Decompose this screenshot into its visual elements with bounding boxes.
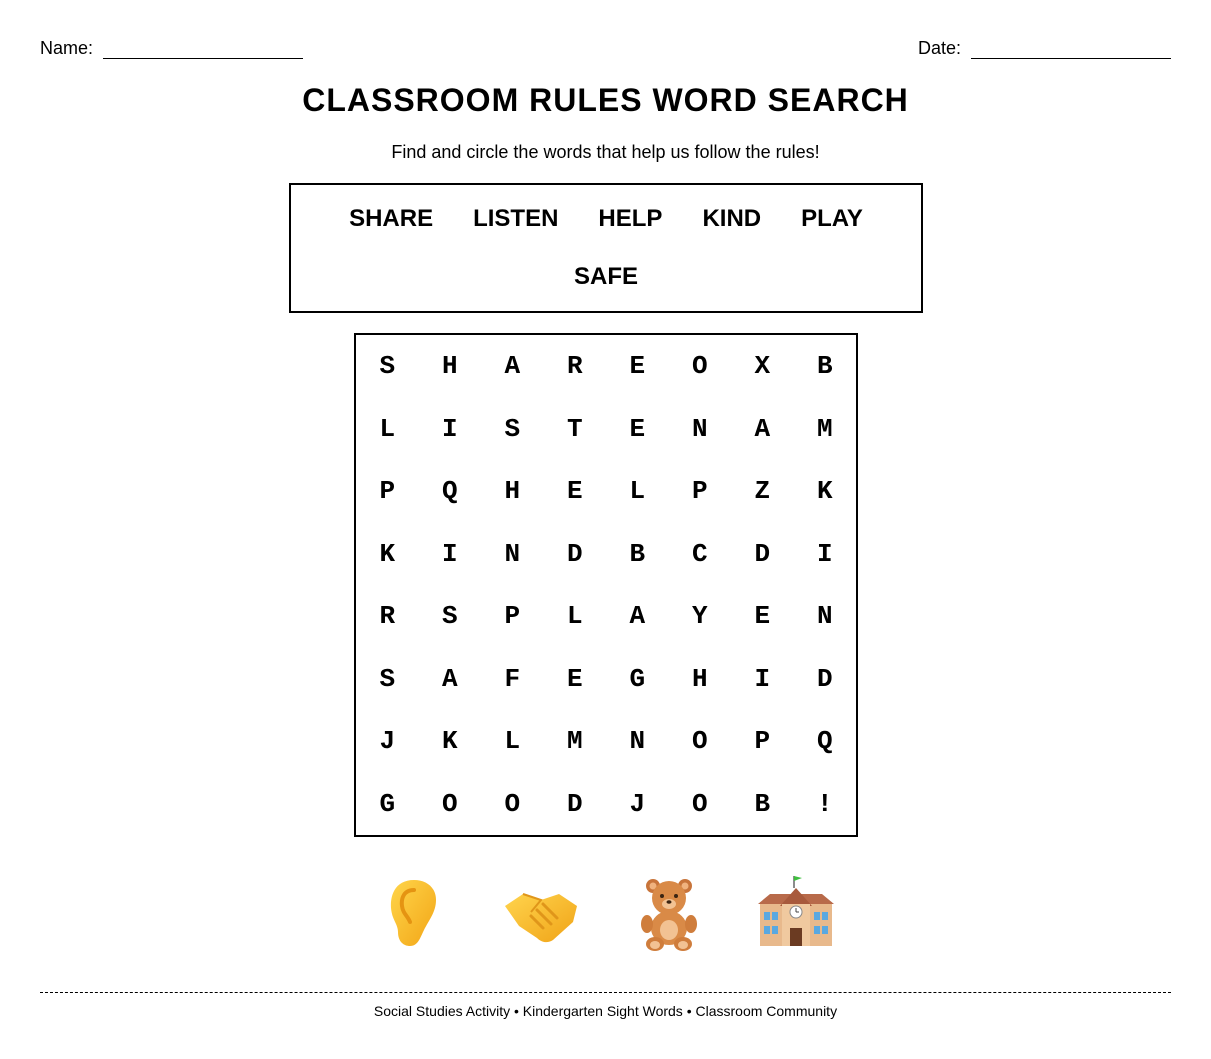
grid-cell[interactable]: E [629,413,646,444]
teddy-bear-icon [629,872,709,952]
grid-cell[interactable]: G [379,788,396,819]
grid-cell[interactable]: B [816,351,833,382]
grid-cell[interactable]: L [629,476,646,507]
date-line[interactable] [971,40,1171,59]
grid-cell[interactable]: R [379,601,396,632]
grid-cell[interactable]: S [379,351,396,382]
grid-cell[interactable]: Q [816,726,833,757]
handshake-icon [501,872,581,952]
grid-cell[interactable]: O [691,351,708,382]
grid-cell[interactable]: J [379,726,396,757]
name-field [40,38,303,59]
grid-cell[interactable]: N [504,538,521,569]
grid-cell[interactable]: L [379,413,396,444]
grid-cell[interactable]: D [566,538,583,569]
grid-cell[interactable]: B [754,788,771,819]
grid-cell[interactable]: J [629,788,646,819]
grid-cell[interactable]: P [691,476,708,507]
grid-cell[interactable]: K [379,538,396,569]
instructions: Find and circle the words that help us follow the rules! [391,142,820,162]
name-label: Name: [40,38,94,58]
date-label: Date: [917,38,961,58]
grid-cell[interactable]: N [816,601,833,632]
grid-cell[interactable]: P [379,476,396,507]
grid-cell[interactable]: P [504,601,521,632]
grid-cell[interactable]: O [691,726,708,757]
grid-cell[interactable]: Y [691,601,708,632]
word-bank-item: HELP [598,205,663,232]
grid-cell[interactable]: E [754,601,771,632]
grid-cell[interactable]: O [504,788,521,819]
footer-divider [40,992,1171,993]
grid-cell[interactable]: I [441,538,458,569]
ear-icon [374,872,454,952]
grid-cell[interactable]: E [629,351,646,382]
grid-cell[interactable]: N [691,413,708,444]
grid-cell[interactable]: ! [816,788,833,819]
grid-cell[interactable]: E [566,663,583,694]
grid-cell[interactable]: K [816,476,833,507]
word-bank-item: PLAY [801,205,863,232]
grid-cell[interactable]: K [441,726,458,757]
grid-cell[interactable]: G [629,663,646,694]
grid-cell[interactable]: O [691,788,708,819]
grid-cell[interactable]: D [566,788,583,819]
grid-cell[interactable]: I [441,413,458,444]
grid-cell[interactable]: B [629,538,646,569]
word-bank-item: LISTEN [473,205,559,232]
word-bank-item: SAFE [573,263,638,290]
grid-cell[interactable]: A [504,351,521,382]
grid-cell[interactable]: A [754,413,771,444]
grid-cell[interactable]: F [504,663,521,694]
grid-cell[interactable]: S [379,663,396,694]
grid-cell[interactable]: M [816,413,833,444]
footer: Social Studies Activity • Kindergarten Sight Words • Classroom Community [373,1003,838,1019]
grid-cell[interactable]: M [566,726,583,757]
date-field [918,38,1171,59]
letter-grid [354,333,858,837]
grid-cell[interactable]: Q [441,476,458,507]
header-row [40,38,1171,59]
grid-cell[interactable]: I [754,663,771,694]
word-bank-item: KIND [702,205,762,232]
icon-row [350,872,860,952]
grid-cell[interactable]: C [691,538,708,569]
grid-cell[interactable]: I [816,538,833,569]
grid-cell[interactable]: H [441,351,458,382]
grid-cell[interactable]: O [441,788,458,819]
grid-cell[interactable]: H [691,663,708,694]
page-title: CLASSROOM RULES WORD SEARCH [302,82,909,118]
grid-cell[interactable]: H [504,476,521,507]
grid-cell[interactable]: A [441,663,458,694]
grid-cell[interactable]: T [566,413,583,444]
grid-cell[interactable]: D [754,538,771,569]
grid-cell[interactable]: S [504,413,521,444]
grid-cell[interactable]: N [629,726,646,757]
grid-cell[interactable]: A [629,601,646,632]
word-bank [289,183,923,313]
grid-cell[interactable]: E [566,476,583,507]
grid-cell[interactable]: L [566,601,583,632]
grid-cell[interactable]: R [566,351,583,382]
grid-cell[interactable]: P [754,726,771,757]
school-icon [756,872,836,952]
grid-cell[interactable]: D [816,663,833,694]
grid-cell[interactable]: Z [754,476,771,507]
word-bank-item: SHARE [349,205,434,232]
grid-cell[interactable]: X [754,351,771,382]
grid-cell[interactable]: S [441,601,458,632]
grid-cell[interactable]: L [504,726,521,757]
name-line[interactable] [103,40,303,59]
